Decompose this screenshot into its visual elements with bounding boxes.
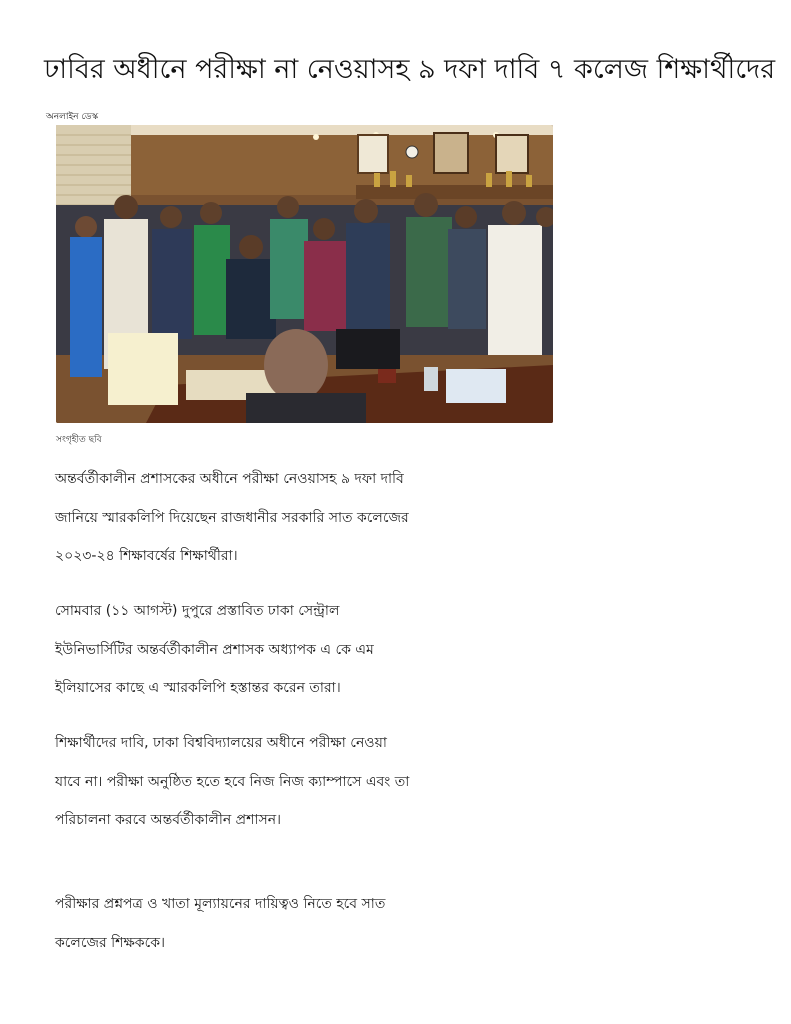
article-paragraph: [55, 724, 409, 840]
paragraph-line: পরীক্ষার প্রশ্নপত্র ও খাতা মূল্যায়নের দায়িত্বও নিতে হবে সাত: [55, 896, 386, 912]
paragraph-line: যাবে না। পরীক্ষা অনুষ্ঠিত হতে হবে নিজ নিজ ক্যাম্পাসে এবং তা: [55, 773, 410, 790]
paragraph-line: সোমবার (১১ আগস্ট) দুপুরে প্রস্তাবিত ঢাকা সেন্ট্রাল: [55, 603, 340, 619]
paragraph-line: কলেজের শিক্ষককে।: [55, 934, 166, 951]
paragraph-line: শিক্ষার্থীদের দাবি, ঢাকা বিশ্ববিদ্যালয়ের অধীনে পরীক্ষা নেওয়া: [55, 735, 387, 751]
paragraph-line: ইউনিভার্সিটির অন্তর্বর্তীকালীন প্রশাসক অধ্যাপক এ কে এম: [55, 641, 374, 658]
paragraph-line: পরিচালনা করবে অন্তর্বর্তীকালীন প্রশাসন।: [55, 812, 282, 828]
article-headline: ঢাবির অধীনে পরীক্ষা না নেওয়াসহ ৯ দফা দাবি ৭ কলেজ শিক্ষার্থীদের: [44, 54, 776, 85]
article-paragraph: [55, 460, 409, 576]
paragraph-line: ২০২৩-২৪ শিক্ষাবর্ষের শিক্ষার্থীরা।: [55, 548, 238, 564]
article-paragraph: [55, 592, 374, 708]
photo-caption: সংগৃহীত ছবি: [56, 435, 102, 445]
article-paragraph: [55, 885, 385, 962]
paragraph-line: অন্তর্বর্তীকালীন প্রশাসকের অধীনে পরীক্ষা নেওয়াসহ ৯ দফা দাবি: [55, 471, 404, 487]
article-photo: [56, 125, 553, 423]
paragraph-line: জানিয়ে স্মারকলিপি দিয়েছেন রাজধানীর সরকারি সাত কলেজের: [55, 509, 409, 526]
paragraph-line: ইলিয়াসের কাছে এ স্মারকলিপি হস্তান্তর করেন তারা।: [55, 680, 341, 696]
article-byline: অনলাইন ডেস্ক: [46, 112, 99, 122]
